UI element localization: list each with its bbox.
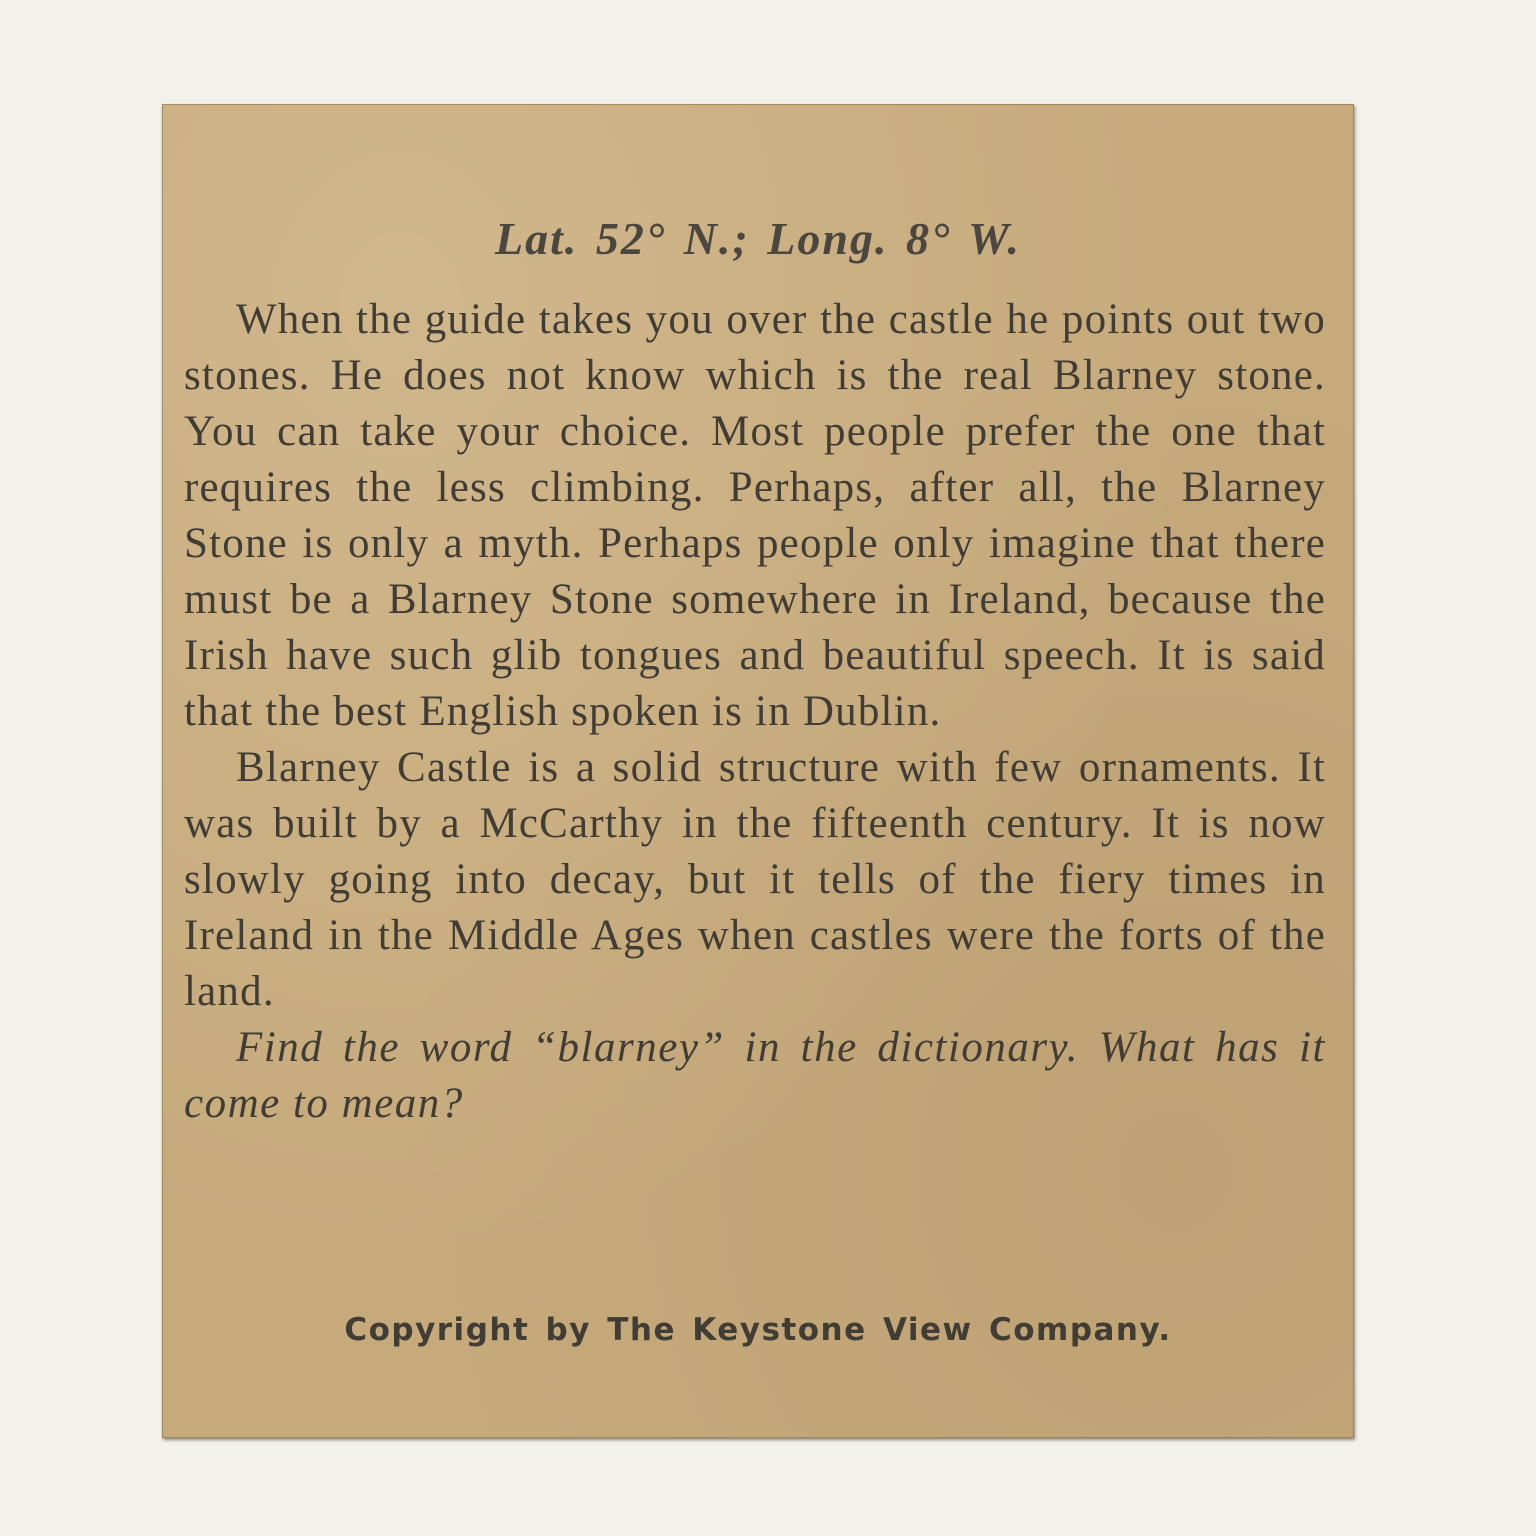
paragraph-blarney-castle: Blarney Castle is a solid structure with few ornaments. It was built by a McCarthy in the fifteenth century. It is now slowly going into decay, but it tells of the fiery times in Ireland in the Middle Ages when castles were the forts of the land.: [184, 744, 1326, 1015]
copyright-line: Copyright by The Keystone View Company.: [344, 1312, 1172, 1348]
dictionary-question: Find the word “blarney” in the dictionary. What has it come to mean?: [184, 1024, 1326, 1127]
coordinates-heading: Lat. 52° N.; Long. 8° W.: [494, 213, 1022, 264]
stereoview-card-back: [162, 104, 1354, 1438]
card-text-body: [184, 292, 1326, 1132]
paragraph-blarney-stone: When the guide takes you over the castle he points out two stones. He does not know which is the real Blarney stone. You can take your choice. Most people prefer the one that requires the less climbing. Perhaps, after all, the Blarney Stone is only a myth. Perhaps people only imagine that there must be a Blarney Stone somewhere in Ireland, because the Irish have such glib tongues and beautiful speech. It is said that the best English spoken is in Dublin.: [184, 296, 1326, 735]
